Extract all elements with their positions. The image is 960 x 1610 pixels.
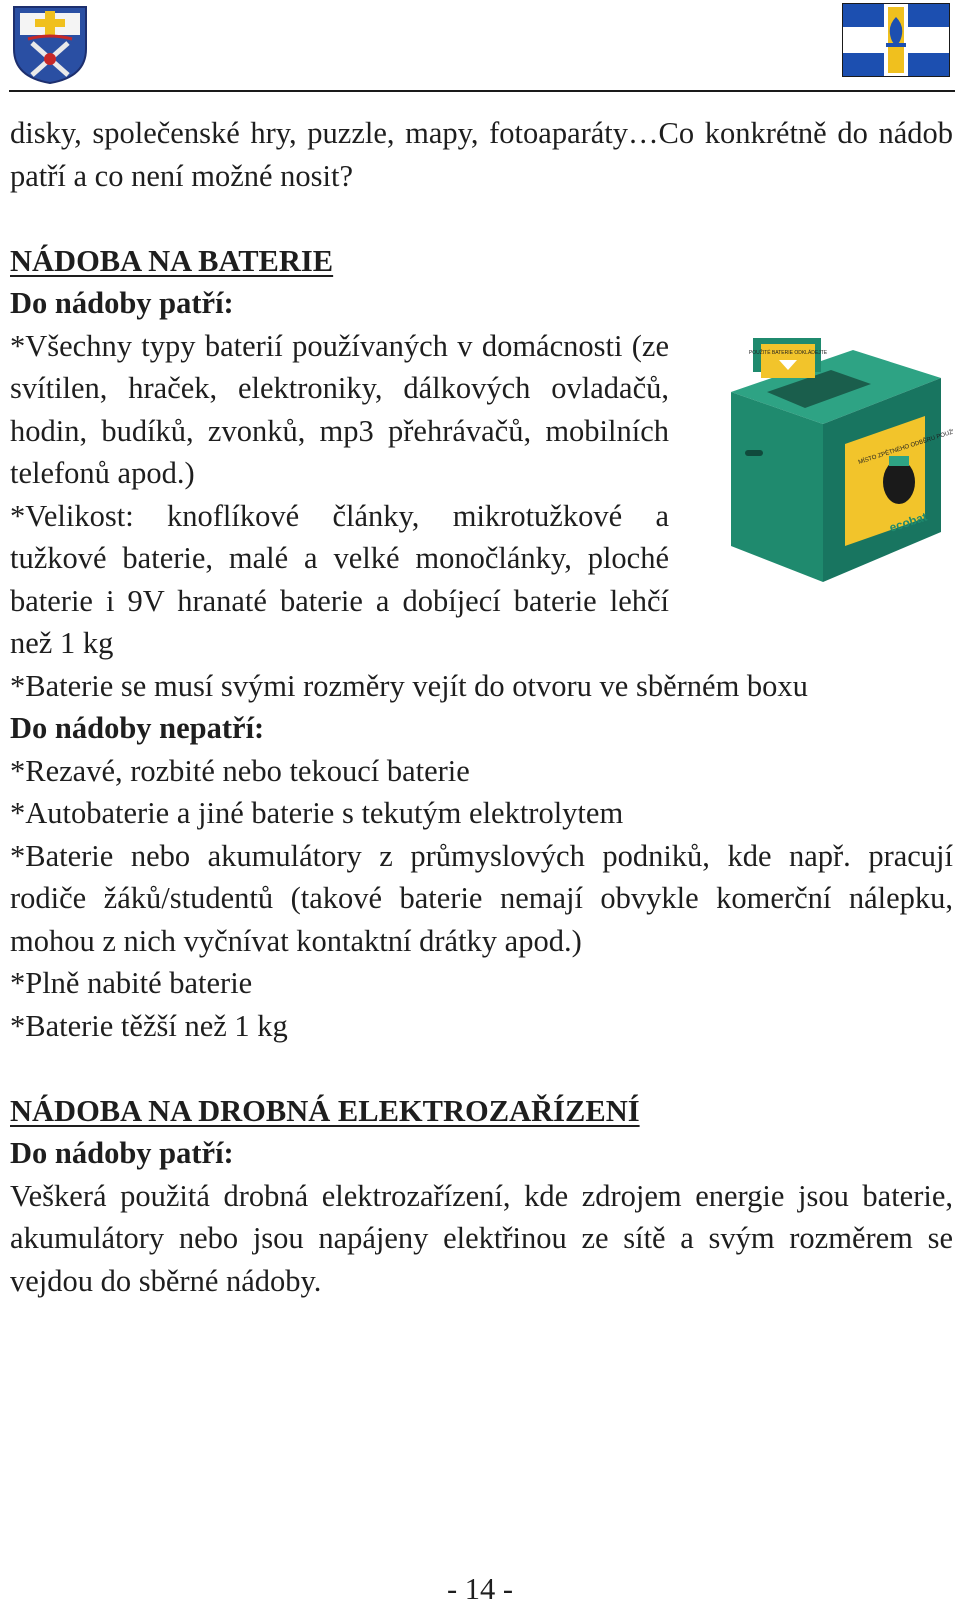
intro-paragraph: disky, společenské hry, puzzle, mapy, fotoaparáty…Co konkrétně do nádob patří a co není možné nosit? <box>10 116 953 193</box>
box-top-label: POUŽITÉ BATERIE ODKLÁDEJTE <box>748 349 828 356</box>
ecobat-logo: ecobat <box>887 509 929 535</box>
box-side-label: MÍSTO ZPĚTNÉHO ODBĚRU POUŽITÝCH <box>857 423 953 466</box>
battery-not-belongs-heading: Do nádoby nepatří: <box>10 711 265 745</box>
not-belongs-item: *Baterie těžší než 1 kg <box>10 1008 288 1043</box>
battery-box-photo <box>693 332 953 594</box>
header-divider <box>9 90 955 92</box>
not-belongs-item: *Rezavé, rozbité nebo tekoucí baterie <box>10 753 470 788</box>
electro-section-title: NÁDOBA NA DROBNÁ ELEKTROZAŘÍZENÍ <box>10 1093 640 1128</box>
not-belongs-item: *Plně nabité baterie <box>10 966 253 1000</box>
belongs-item: *Baterie se musí svými rozměry vejít do otvoru ve sběrném boxu <box>10 668 808 703</box>
spacer <box>10 1047 953 1090</box>
page-header <box>0 0 960 92</box>
document-body <box>10 112 953 1302</box>
belongs-item: *Všechny typy baterií používaných v domácnosti (ze svítilen, hraček, elektroniky, dálkových ovladačů, hodin, budíků, zvonků, mp3 přehrávačů, mobilních telefonů apod.) <box>10 328 669 490</box>
not-belongs-item: *Baterie nebo akumulátory z průmyslových podniků, kde např. pracují rodiče žáků/studentů (takové baterie nemají obvykle komerční nálepku, mohou z nich vyčnívat kontaktní drátky apod.) <box>10 838 953 958</box>
not-belongs-item: *Autobaterie a jiné baterie s tekutým elektrolytem <box>10 796 624 830</box>
battery-section-title: NÁDOBA NA BATERIE <box>10 243 334 278</box>
municipal-flag-icon <box>842 3 950 77</box>
electro-belongs-heading: Do nádoby patří: <box>10 1136 234 1170</box>
battery-belongs-heading: Do nádoby patří: <box>10 286 234 320</box>
electro-paragraph: Veškerá použitá drobná elektrozařízení, kde zdrojem energie jsou baterie, akumulátory nebo jsou napájeny elektřinou ze sítě a svým rozměrem se vejdou do sběrné nádoby. <box>10 1178 953 1298</box>
spacer <box>10 197 953 240</box>
belongs-item: *Velikost: knoflíkové články, mikrotužkové a tužkové baterie, malé a velké monočlánky, ploché baterie i 9V hranaté baterie a dobíjecí baterie lehčí než 1 kg <box>10 498 669 660</box>
page-number: - 14 - <box>446 1572 514 1606</box>
coat-of-arms-icon <box>10 3 90 85</box>
